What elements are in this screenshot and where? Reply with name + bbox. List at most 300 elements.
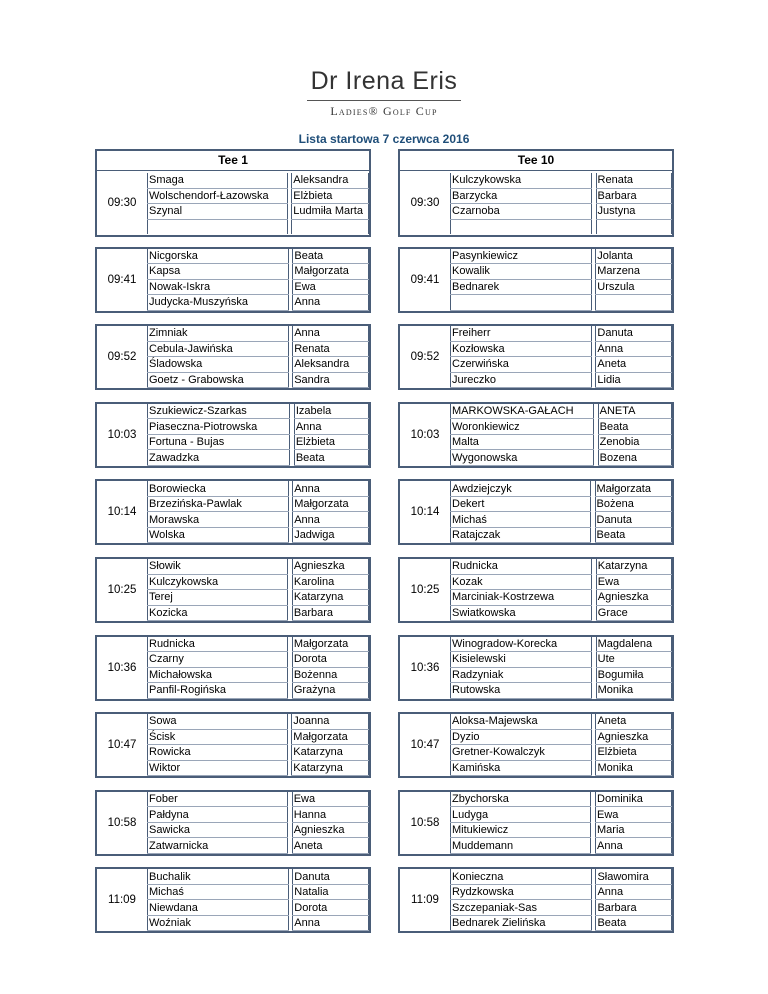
player-first-name: Agnieszka [596, 729, 672, 745]
player-last-name: Szczepaniak-Sas [451, 900, 592, 916]
tee-group [95, 712, 371, 778]
player-row [451, 559, 672, 574]
player-row [451, 496, 672, 512]
player-first-name: Małgorzata [595, 481, 671, 496]
tee-group [398, 557, 674, 623]
player-last-name: Woronkiewicz [451, 419, 594, 435]
player-last-name: Kulczykowska [451, 173, 592, 188]
players-table [147, 714, 369, 776]
player-first-name: Dominika [596, 792, 672, 807]
player-last-name: Dyzio [451, 729, 592, 745]
player-last-name: Kisielewski [451, 652, 592, 668]
player-first-name [596, 295, 672, 311]
player-first-name: Renata [293, 341, 369, 357]
player-row [451, 204, 672, 220]
player-row [451, 419, 672, 435]
player-row [451, 372, 672, 388]
tee-time: 10:47 [410, 739, 440, 752]
player-first-name: Anna [294, 419, 368, 435]
tee-time: 10:14 [107, 506, 137, 519]
player-first-name: Urszula [596, 279, 672, 295]
player-first-name: Bożenna [292, 667, 368, 683]
player-last-name: Zatwarnicka [148, 838, 288, 854]
tee-time: 09:52 [410, 351, 440, 364]
player-first-name: Bozena [598, 450, 671, 466]
player-last-name: Rudnicka [451, 559, 592, 574]
player-first-name: Izabela [294, 404, 368, 419]
players-table [147, 559, 369, 621]
player-first-name: Małgorzata [292, 729, 369, 745]
player-first-name: Marzena [596, 264, 672, 280]
tee-time: 10:14 [410, 506, 440, 519]
player-last-name: Kozłowska [451, 341, 592, 357]
player-row [148, 760, 369, 776]
player-first-name: Elżbieta [596, 745, 672, 761]
player-row [451, 450, 672, 466]
player-last-name: Morawska [148, 512, 289, 528]
player-last-name: Zawadzka [148, 450, 290, 466]
player-last-name: Winogradow-Korecka [451, 637, 592, 652]
player-last-name: Piaseczna-Piotrowska [148, 419, 290, 435]
player-row [148, 900, 369, 916]
player-row [148, 188, 369, 204]
tee-group [398, 712, 674, 778]
player-first-name: Sandra [293, 372, 369, 388]
brand-divider [307, 100, 461, 101]
player-row [451, 295, 672, 311]
tee-group [398, 171, 674, 237]
player-first-name: Ewa [596, 574, 671, 590]
player-last-name: Mitukiewicz [451, 822, 591, 838]
player-last-name: Kamińska [451, 760, 592, 776]
player-last-name: Rydzkowska [451, 884, 592, 900]
player-last-name: Wolschendorf-Łazowska [148, 188, 288, 204]
player-row [148, 204, 369, 220]
tee-group [95, 790, 371, 856]
player-row [451, 869, 672, 884]
player-first-name: Grażyna [292, 683, 368, 699]
tee-group [95, 479, 371, 545]
tee-group [398, 402, 674, 468]
player-first-name: Małgorzata [293, 496, 369, 512]
player-last-name: Szynal [148, 204, 288, 220]
players-table [147, 637, 369, 699]
player-row [148, 419, 369, 435]
players-table [450, 792, 672, 854]
player-last-name: Smaga [148, 173, 288, 188]
player-row [451, 404, 672, 419]
player-row [148, 512, 369, 528]
player-first-name: Anna [596, 838, 672, 854]
player-last-name: Buchalik [148, 869, 289, 884]
player-last-name: Marciniak-Kostrzewa [451, 590, 592, 606]
brand-subtitle: Ladies® Golf Cup [330, 104, 438, 118]
player-first-name: Agnieszka [596, 590, 671, 606]
event-logo [0, 66, 768, 119]
tee-time: 10:36 [410, 661, 440, 674]
player-row [148, 915, 369, 931]
tee-group [398, 867, 674, 933]
player-first-name: Katarzyna [292, 745, 369, 761]
player-first-name: Hanna [292, 807, 368, 823]
player-first-name: Beata [294, 450, 368, 466]
player-last-name: Szukiewicz-Szarkas [148, 404, 290, 419]
player-first-name: Ewa [292, 792, 368, 807]
player-last-name: Radzyniak [451, 667, 592, 683]
tee-group [95, 324, 371, 390]
player-last-name: Słowik [148, 559, 288, 574]
player-last-name: Panfil-Rogińska [148, 683, 288, 699]
player-last-name: Kapsa [148, 264, 289, 280]
player-row [451, 188, 672, 204]
tee-time: 09:30 [107, 197, 137, 209]
player-last-name: Pałdyna [148, 807, 288, 823]
tee-time: 09:30 [410, 197, 440, 209]
start-list-title: Lista startowa 7 czerwca 2016 [298, 132, 470, 146]
player-first-name: ANETA [598, 404, 671, 419]
player-first-name: Agnieszka [292, 559, 368, 574]
player-first-name: Barbara [596, 188, 671, 204]
player-row [148, 372, 369, 388]
player-last-name: Jureczko [451, 372, 592, 388]
tee-group [95, 247, 371, 313]
player-row [148, 481, 369, 496]
player-row [148, 869, 369, 884]
player-row [148, 652, 369, 668]
player-last-name: Wolska [148, 527, 289, 543]
player-last-name: Judycka-Muszyńska [148, 295, 289, 311]
player-first-name: Monika [596, 760, 672, 776]
player-row [451, 760, 672, 776]
player-row [148, 219, 369, 234]
player-last-name: Nowak-Iskra [148, 279, 289, 295]
player-first-name: Aneta [292, 838, 368, 854]
player-row [148, 527, 369, 543]
players-table [450, 173, 672, 234]
player-row [451, 279, 672, 295]
player-first-name: Joanna [292, 714, 369, 729]
player-last-name: Kozicka [148, 605, 288, 621]
player-row [148, 173, 369, 188]
tee-1-header: Tee 1 [95, 149, 371, 171]
player-row [148, 745, 369, 761]
player-row [148, 667, 369, 683]
player-last-name: Zimniak [148, 326, 289, 341]
tee-group [95, 867, 371, 933]
player-row [451, 326, 672, 341]
player-row [451, 574, 672, 590]
player-last-name: Ratajczak [451, 527, 591, 543]
player-first-name: Magdalena [596, 637, 671, 652]
player-first-name: Dorota [293, 900, 369, 916]
player-first-name: Ludmiła Marta [292, 204, 369, 220]
player-first-name [596, 219, 671, 234]
player-first-name: Bogumiła [596, 667, 671, 683]
player-last-name: Muddemann [451, 838, 591, 854]
player-last-name: Ścisk [148, 729, 288, 745]
player-first-name: Monika [596, 683, 671, 699]
player-row [451, 822, 672, 838]
player-first-name: Małgorzata [293, 264, 369, 280]
player-row [148, 822, 369, 838]
tee-time: 09:41 [107, 273, 137, 286]
player-first-name: Bożena [595, 496, 671, 512]
tee-time: 10:47 [107, 739, 137, 752]
player-row [148, 683, 369, 699]
player-last-name: Bednarek [451, 279, 592, 295]
tee-group [95, 171, 371, 237]
player-row [451, 792, 672, 807]
tee-time: 10:36 [107, 661, 137, 674]
player-row [148, 729, 369, 745]
player-first-name: Jolanta [596, 249, 672, 264]
tee-time: 11:09 [411, 894, 439, 907]
player-first-name: Elżbieta [294, 434, 368, 450]
player-row [148, 807, 369, 823]
players-table [450, 637, 672, 699]
player-last-name: Barzycka [451, 188, 592, 204]
players-table [450, 326, 672, 388]
player-first-name: Dorota [292, 652, 368, 668]
player-last-name: Aloksa-Majewska [451, 714, 592, 729]
players-table [147, 481, 369, 543]
player-row [148, 838, 369, 854]
player-first-name: Aneta [596, 357, 672, 373]
player-last-name: Śladowska [148, 357, 289, 373]
player-row [148, 326, 369, 341]
player-last-name: Malta [451, 434, 594, 450]
tee-group [398, 635, 674, 701]
player-first-name: Zenobia [598, 434, 671, 450]
player-first-name: Anna [293, 295, 369, 311]
player-first-name: Małgorzata [292, 637, 368, 652]
player-row [451, 590, 672, 606]
players-table [450, 249, 672, 311]
player-row [451, 729, 672, 745]
player-first-name: Agnieszka [292, 822, 368, 838]
player-row [148, 605, 369, 621]
player-row [451, 714, 672, 729]
player-last-name: Swiatkowska [451, 605, 592, 621]
player-row [451, 637, 672, 652]
player-first-name: Katarzyna [292, 760, 369, 776]
player-last-name: Gretner-Kowalczyk [451, 745, 592, 761]
tee-10-column [398, 149, 674, 930]
player-first-name: Anna [293, 481, 369, 496]
player-row [148, 404, 369, 419]
tee-time: 10:25 [107, 584, 137, 596]
players-table [450, 481, 672, 543]
tee-group [398, 247, 674, 313]
players-table [147, 173, 369, 234]
player-row [451, 434, 672, 450]
player-first-name: Jadwiga [293, 527, 369, 543]
player-last-name: Ludyga [451, 807, 591, 823]
player-first-name: Karolina [292, 574, 368, 590]
player-first-name: Ute [596, 652, 671, 668]
players-table [450, 404, 672, 466]
player-first-name: Danuta [595, 512, 671, 528]
player-row [148, 590, 369, 606]
player-row [451, 264, 672, 280]
tee-group [95, 557, 371, 623]
players-table [450, 559, 672, 621]
player-last-name: Freiherr [451, 326, 592, 341]
player-last-name: Michaś [451, 512, 591, 528]
player-first-name: Anna [293, 915, 369, 931]
tee-10-header: Tee 10 [398, 149, 674, 171]
tee-group [95, 635, 371, 701]
player-row [148, 341, 369, 357]
player-last-name: Woźniak [148, 915, 289, 931]
players-table [450, 714, 672, 776]
player-last-name [148, 219, 288, 234]
player-row [148, 279, 369, 295]
player-row [451, 512, 672, 528]
player-last-name: Kozak [451, 574, 592, 590]
player-first-name: Danuta [293, 869, 369, 884]
player-last-name: Michałowska [148, 667, 288, 683]
player-last-name: Goetz - Grabowska [148, 372, 289, 388]
player-last-name: Terej [148, 590, 288, 606]
player-last-name: Pasynkiewicz [451, 249, 592, 264]
player-first-name [292, 219, 369, 234]
player-last-name: Konieczna [451, 869, 592, 884]
player-first-name: Elżbieta [292, 188, 369, 204]
tee-1-column [95, 149, 371, 930]
player-row [148, 434, 369, 450]
player-last-name [451, 295, 592, 311]
player-row [451, 219, 672, 234]
player-first-name: Lidia [596, 372, 672, 388]
player-last-name: Dekert [451, 496, 591, 512]
player-first-name: Natalia [293, 884, 369, 900]
tee-time: 10:58 [107, 816, 137, 829]
player-first-name: Anna [596, 341, 672, 357]
player-last-name: Czarny [148, 652, 288, 668]
player-last-name: Fortuna - Bujas [148, 434, 290, 450]
player-first-name: Justyna [596, 204, 671, 220]
players-table [147, 404, 369, 466]
players-table [450, 869, 672, 931]
player-last-name: Rudnicka [148, 637, 288, 652]
player-row [148, 792, 369, 807]
player-row [148, 714, 369, 729]
tee-time: 10:03 [410, 428, 440, 441]
player-row [148, 574, 369, 590]
player-row [451, 527, 672, 543]
player-last-name: Czerwińska [451, 357, 592, 373]
player-last-name: Czarnoba [451, 204, 592, 220]
player-last-name: Borowiecka [148, 481, 289, 496]
player-row [451, 341, 672, 357]
player-first-name: Anna [596, 884, 672, 900]
player-first-name: Ewa [293, 279, 369, 295]
player-row [148, 295, 369, 311]
player-last-name: Kowalik [451, 264, 592, 280]
player-row [148, 559, 369, 574]
player-first-name: Renata [596, 173, 671, 188]
player-first-name: Maria [596, 822, 672, 838]
player-last-name: Wygonowska [451, 450, 594, 466]
player-first-name: Beata [598, 419, 671, 435]
player-last-name: Bednarek Zielińska [451, 915, 592, 931]
player-first-name: Barbara [596, 900, 672, 916]
player-last-name: Nicgorska [148, 249, 289, 264]
tee-time: 10:25 [410, 584, 440, 596]
players-table [147, 869, 369, 931]
player-last-name: Kulczykowska [148, 574, 288, 590]
tee-time: 10:03 [107, 428, 137, 441]
player-first-name: Aneta [596, 714, 672, 729]
player-last-name: Rowicka [148, 745, 288, 761]
players-table [147, 326, 369, 388]
tee-group [95, 402, 371, 468]
player-last-name: Niewdana [148, 900, 289, 916]
player-last-name: Fober [148, 792, 288, 807]
player-row [451, 652, 672, 668]
player-first-name: Anna [293, 326, 369, 341]
player-last-name: Zbychorska [451, 792, 591, 807]
player-last-name [451, 219, 592, 234]
tee-time: 09:41 [410, 273, 440, 286]
player-row [451, 667, 672, 683]
player-last-name: Michaś [148, 884, 289, 900]
player-last-name: Brzezińska-Pawlak [148, 496, 289, 512]
player-row [451, 884, 672, 900]
player-row [148, 637, 369, 652]
player-first-name: Katarzyna [596, 559, 671, 574]
player-row [451, 915, 672, 931]
tee-time: 09:52 [107, 351, 137, 364]
player-first-name: Beata [293, 249, 369, 264]
tee-group [398, 324, 674, 390]
player-first-name: Aleksandra [293, 357, 369, 373]
player-row [148, 357, 369, 373]
player-first-name: Aleksandra [292, 173, 369, 188]
player-row [451, 807, 672, 823]
player-first-name: Barbara [292, 605, 368, 621]
player-row [451, 481, 672, 496]
tee-time: 11:09 [108, 894, 136, 907]
players-table [147, 792, 369, 854]
player-first-name: Beata [595, 527, 671, 543]
player-row [148, 264, 369, 280]
player-first-name: Beata [596, 915, 672, 931]
player-first-name: Danuta [596, 326, 672, 341]
player-first-name: Katarzyna [292, 590, 368, 606]
player-row [451, 745, 672, 761]
player-last-name: Sowa [148, 714, 288, 729]
player-row [148, 249, 369, 264]
player-last-name: Cebula-Jawińska [148, 341, 289, 357]
player-first-name: Anna [293, 512, 369, 528]
player-first-name: Grace [596, 605, 671, 621]
player-row [451, 357, 672, 373]
player-row [148, 884, 369, 900]
tee-time: 10:58 [410, 816, 440, 829]
player-row [451, 173, 672, 188]
player-row [148, 450, 369, 466]
player-row [451, 683, 672, 699]
player-row [451, 900, 672, 916]
player-row [451, 605, 672, 621]
players-table [147, 249, 369, 311]
brand-name: Dr Irena Eris [310, 67, 458, 95]
player-first-name: Sławomira [596, 869, 672, 884]
player-last-name: MARKOWSKA-GAŁACH [451, 404, 594, 419]
player-last-name: Awdziejczyk [451, 481, 591, 496]
